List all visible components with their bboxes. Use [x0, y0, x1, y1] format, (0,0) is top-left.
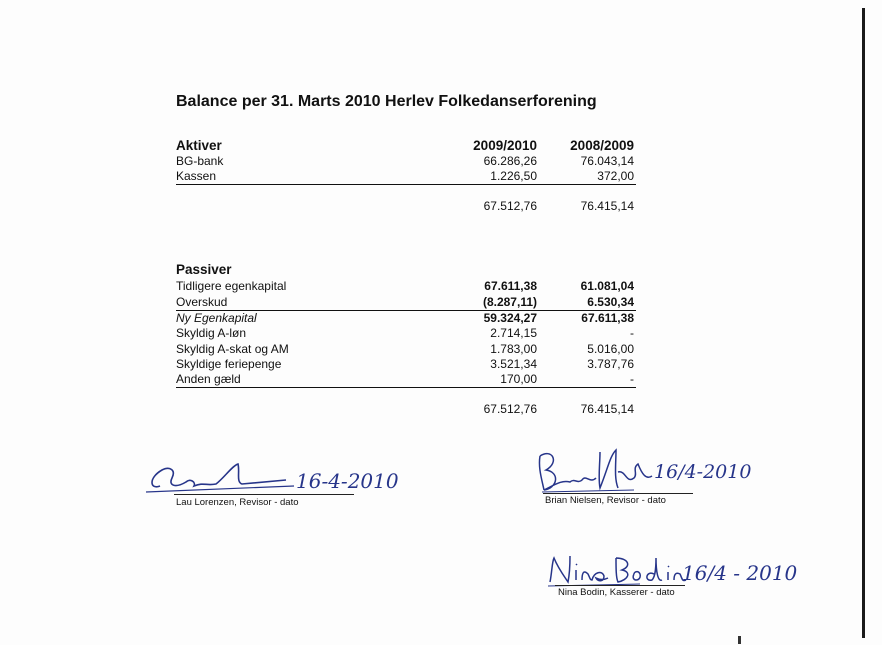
total-value-2009-2010: 67.512,76	[483, 402, 537, 416]
total-value-2008-2009: 76.415,14	[580, 199, 634, 213]
signature-brian-nielsen	[534, 444, 752, 496]
row-value-2008-2009: 61.081,04	[580, 279, 634, 293]
row-value-2008-2009: -	[630, 372, 634, 386]
row-value-2008-2009: 76.043,14	[580, 154, 634, 168]
document-title: Balance per 31. Marts 2010 Herlev Folkedanserforening	[176, 93, 597, 110]
row-label: Anden gæld	[176, 372, 241, 386]
total-value-2008-2009: 76.415,14	[580, 402, 634, 416]
row-value-2009-2010: 1.226,50	[490, 169, 537, 183]
signature-nina-bodin	[548, 552, 808, 588]
row-value-2009-2010: 67.611,38	[484, 279, 537, 293]
table-row	[176, 357, 636, 372]
aktiver-header-row	[176, 137, 636, 154]
column-header-2008-2009: 2008/2009	[570, 138, 634, 153]
table-row	[176, 279, 636, 294]
table-row	[176, 169, 636, 185]
row-value-2008-2009: -	[630, 326, 634, 340]
scan-edge	[862, 8, 865, 638]
row-label: Ny Egenkapital	[176, 311, 257, 325]
signature-caption: Brian Nielsen, Revisor - dato	[545, 495, 666, 506]
table-row	[176, 295, 636, 311]
row-value-2009-2010: 1.783,00	[490, 342, 537, 356]
row-label: BG-bank	[176, 154, 224, 168]
row-value-2008-2009: 67.611,38	[581, 311, 634, 325]
scan-mark	[738, 636, 741, 644]
handwritten-date: 16-4-2010	[296, 469, 399, 493]
handwritten-date: 16/4-2010	[654, 461, 752, 483]
row-value-2009-2010: 3.521,34	[490, 357, 537, 371]
passiver-total-row	[176, 402, 636, 417]
signature-caption: Nina Bodin, Kasserer - dato	[558, 587, 675, 598]
row-value-2009-2010: 170,00	[500, 372, 537, 386]
row-value-2009-2010: 66.286,26	[483, 154, 537, 168]
table-row	[176, 342, 636, 357]
row-label: Skyldige feriepenge	[176, 357, 282, 371]
total-value-2009-2010: 67.512,76	[483, 199, 537, 213]
row-label: Overskud	[176, 295, 228, 309]
row-value-2008-2009: 3.787,76	[587, 357, 634, 371]
signature-line	[543, 493, 693, 494]
row-label: Skyldig A-løn	[176, 326, 247, 340]
signature-lau-lorenzen	[146, 456, 399, 498]
signature-line	[555, 585, 685, 586]
row-label: Kassen	[176, 169, 217, 183]
row-value-2008-2009: 6.530,34	[587, 295, 634, 309]
signature-line	[174, 494, 354, 495]
signature-caption: Lau Lorenzen, Revisor - dato	[176, 497, 299, 508]
row-value-2009-2010: 2.714,15	[490, 326, 537, 340]
row-label: Skyldig A-skat og AM	[176, 342, 289, 356]
row-label: Tidligere egenkapital	[176, 279, 287, 293]
row-value-2008-2009: 372,00	[597, 169, 634, 183]
row-value-2009-2010: 59.324,27	[483, 311, 537, 325]
row-value-2008-2009: 5.016,00	[587, 342, 634, 356]
aktiver-heading: Aktiver	[176, 138, 222, 153]
aktiver-total-row	[176, 199, 636, 214]
table-row	[176, 154, 636, 169]
passiver-heading: Passiver	[176, 262, 232, 277]
row-value-2009-2010: (8.287,11)	[482, 295, 537, 309]
table-row	[176, 311, 636, 326]
column-header-2009-2010: 2009/2010	[473, 138, 537, 153]
table-row	[176, 372, 636, 388]
handwritten-date: 16/4 - 2010	[682, 561, 798, 585]
table-row	[176, 326, 636, 341]
